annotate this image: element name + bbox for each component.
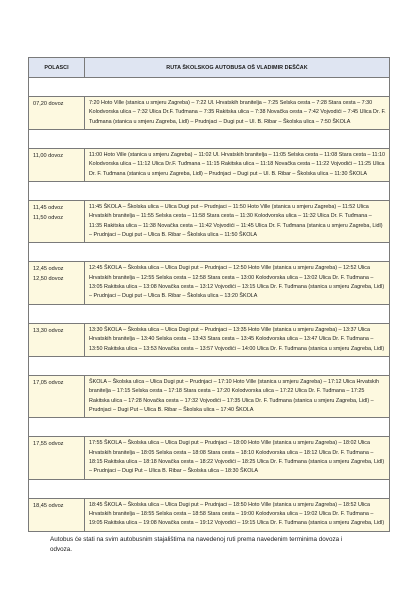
table-row xyxy=(29,97,390,130)
route-cell xyxy=(85,375,390,417)
departure-time: 17,55 odvoz xyxy=(33,441,64,448)
departure-time: 11,50 odvoz xyxy=(33,215,64,222)
departure-times-cell xyxy=(29,97,85,130)
table-row xyxy=(29,149,390,182)
table-row xyxy=(29,323,390,356)
table-row xyxy=(29,437,390,479)
header-departures: POLASCI xyxy=(29,58,85,78)
route-cell xyxy=(85,97,390,130)
footer-note: Autobus će stati na svim autobusnim stajalištima na navedenoj ruti prema navedenim terminima dovoza i odvoza. xyxy=(50,536,343,553)
route-cell xyxy=(85,437,390,479)
spacer-cell xyxy=(29,356,390,375)
row-spacer xyxy=(29,243,390,262)
spacer-cell xyxy=(29,304,390,323)
spacer-cell xyxy=(29,78,390,97)
departure-times-cell xyxy=(29,323,85,356)
schedule-sheet xyxy=(28,57,389,532)
route-description: 11:45 ŠKOLA – Školska ulica – Ulica Dugi put – Prudnjaci – 11:50 Hoto Ville (stanica u smjeru Zagreba) – 11:52 Ulica Hrvatskih branitelja – 11:55 Selska cesta – 11:58 Stara cesta – 11:30 Kolodvorska ulica – 11:32 Ulica Dr. F. Tuđmana – 11:35 Rakitska ulica – 11:38 Novačka cesta – 11:42 Vojvodići – 11:45 Ulica Dr. F. Tuđmana (stanica u smjeru Zagreba, Lidl) – Prudnjaci – Dugi put – Ulica B. Ribar – Školska ulica – 11:50 ŠKOLA xyxy=(89,204,383,239)
row-spacer xyxy=(29,418,390,437)
spacer-cell xyxy=(29,130,390,149)
route-cell xyxy=(85,262,390,304)
departure-time: 18,45 odvoz xyxy=(33,502,64,509)
route-description: 18:45 ŠKOLA – Školska ulica – Ulica Dugi put – Prudnjaci – 18:50 Hoto Ville (stanica u smjeru Zagreba) – 18:52 Ulica Hrvatskih branitelja – 18:55 Selska cesta – 18:58 Stara cesta – 19:00 Kolodvorska ulica – 19:02 Ulica Dr. F. Tuđmana – 19:05 Rakitska ulica – 19:08 Novačka cesta – 19:12 Vojvodići – 19:15 Ulica Dr. F. Tuđmana (stanica u smjeru Zagreba, Lidl) xyxy=(89,501,385,527)
departure-time: 07,20 dovoz xyxy=(33,101,64,107)
route-cell xyxy=(85,201,390,243)
departure-times-cell xyxy=(29,149,85,182)
table-row xyxy=(29,375,390,417)
departure-time: 12,45 odvoz xyxy=(33,266,64,273)
departure-times-cell xyxy=(29,201,85,243)
row-spacer xyxy=(29,356,390,375)
spacer-cell xyxy=(29,418,390,437)
route-description: 11:00 Hoto Ville (stanica u smjeru Zagreba) – 11:02 Ul. Hrvatskih branitelja – 11:05 Selska cesta – 11:08 Stara cesta – 11:10 Kolodvorska ulica – 11:12 Ulica Dr.F. Tuđmana – 11:15 Rakitska ulica – 11:18 Novačka cesta – 11:22 Vojvodići – 11:25 Ulica Dr. F. Tuđmana (stanica u smjeru Zagreba, Lidl) – Prudnjaci – Dugi put – Ul. B. Ribar – Školska ulica – 11:30 ŠKOLA xyxy=(89,152,386,177)
table-row xyxy=(29,201,390,243)
route-cell xyxy=(85,323,390,356)
route-cell xyxy=(85,498,390,531)
table-row xyxy=(29,498,390,531)
departure-times-cell xyxy=(29,437,85,479)
route-description: ŠKOLA – Školska ulica – Ulica Dugi put – Prudnjaci – 17:10 Hoto Ville (stanica u smjeru Zagreba) – 17:12 Ulica Hrvatskih branitelja – 17:15 Selska cesta – 17:18 Stara cesta – 17:20 Kolodvorska ulica – 17:22 Ulica Dr. F. Tuđmana – 17:25 Rakitska ulica – 17:28 Novačka cesta – 17:32 Vojvodići – 17:35 Ulica Dr. F. Tuđmana (stanica u smjeru Zagreba, Lidl) – Prudnjaci – Dugi Put – Ulica B. Ribar – Školska ulica – 17:40 ŠKOLA xyxy=(89,378,379,413)
spacer-cell xyxy=(29,243,390,262)
row-spacer xyxy=(29,479,390,498)
row-spacer xyxy=(29,182,390,201)
row-spacer xyxy=(29,304,390,323)
route-description: 13:30 ŠKOLA – Školska ulica – Ulica Dugi put – Prudnjaci – 13:35 Hoto Ville (stanica u smjeru Zagreba) – 13:37 Ulica Hrvatskih branitelja – 13:40 Selska cesta – 13:43 Stara cesta – 13:45 Kolodvorska ulica – 13:47 Ulica Dr. F. Tuđmana – 13:50 Rakitska ulica – 13:53 Novačka cesta – 13:57 Vojvodići – 14:00 Ulica Dr. F. Tuđmana (stanica u smjeru Zagreba, Lidl) xyxy=(89,326,385,352)
departure-time: 13,30 odvoz xyxy=(33,327,64,334)
spacer-cell xyxy=(29,479,390,498)
departure-time: 17,05 odvoz xyxy=(33,379,64,386)
row-spacer xyxy=(29,130,390,149)
spacer-cell xyxy=(29,182,390,201)
departure-times-cell xyxy=(29,262,85,304)
table-row xyxy=(29,262,390,304)
departure-time: 11,00 dovoz xyxy=(33,153,64,160)
route-description: 12:45 ŠKOLA – Školska ulica – Ulica Dugi put – Prudnjaci – 12:50 Hoto Ville (stanica u smjeru Zagreba) – 12:52 Ulica Hrvatskih branitelja – 12:55 Selska cesta – 12:58 Stara cesta – 13:00 Kolodvorska ulica – 13:02 Ulica Dr. F. Tuđmana – 13:05 Rakitska ulica – 13:08 Novačka cesta – 13:12 Vojvodići – 13:15 Ulica Dr. F. Tuđmana (stanica u smjeru Zagreba, Lidl) – Prudnjaci – Dugi put – Ulica B. Ribar – Školska ulica – 13:20 ŠKOLA xyxy=(89,265,385,300)
table-body xyxy=(29,78,390,532)
table-header-row xyxy=(29,58,390,78)
departure-times-cell xyxy=(29,498,85,531)
route-description: 7:20 Hoto Ville (stanica u smjeru Zagreba) – 7:22 Ul. Hrvatskih branitelja – 7:25 Selska cesta – 7:28 Stara cesta – 7:30 Kolodvorska ulica – 7:32 Ulica Dr.F. Tuđmana – 7:35 Rakitska ulica – 7:38 Novačka cesta – 7:42 Vojvodići – 7:45 Ulica Dr. F. Tuđmana (stanica u smjeru Zagreba, Lidl) – Prudnjaci – Dugi put – Ul. B. Ribar – Školska ulica – 7:50 ŠKOLA xyxy=(89,100,386,125)
row-spacer xyxy=(29,78,390,97)
route-cell xyxy=(85,149,390,182)
header-route: RUTA ŠKOLSKOG AUTOBUSA OŠ VLADIMIR DEŠČAK xyxy=(85,58,390,78)
departure-time: 12,50 dovoz xyxy=(33,276,64,283)
departure-time: 11,45 odvoz xyxy=(33,205,64,212)
bus-schedule-table xyxy=(28,57,390,532)
route-description: 17:55 ŠKOLA – Školska ulica – Ulica Dugi put – Prudnjaci – 18:00 Hoto Ville (stanica u smjeru Zagreba) – 18:02 Ulica Hrvatskih branitelja – 18:05 Selska cesta – 18:08 Stara cesta – 18:10 Kolodvorska ulica – 18:12 Ulica Dr. F. Tuđmana – 18:15 Rakitska ulica – 18:18 Novačka cesta – 18:22 Vojvodići – 18:25 Ulica Dr. F. Tuđmana (stanica u smjeru Zagreba, Lidl) – Prudnjaci – Dugi Put – Ulica B. Ribar – Školska ulica – 18:30 ŠKOLA xyxy=(89,440,385,475)
departure-times-cell xyxy=(29,375,85,417)
